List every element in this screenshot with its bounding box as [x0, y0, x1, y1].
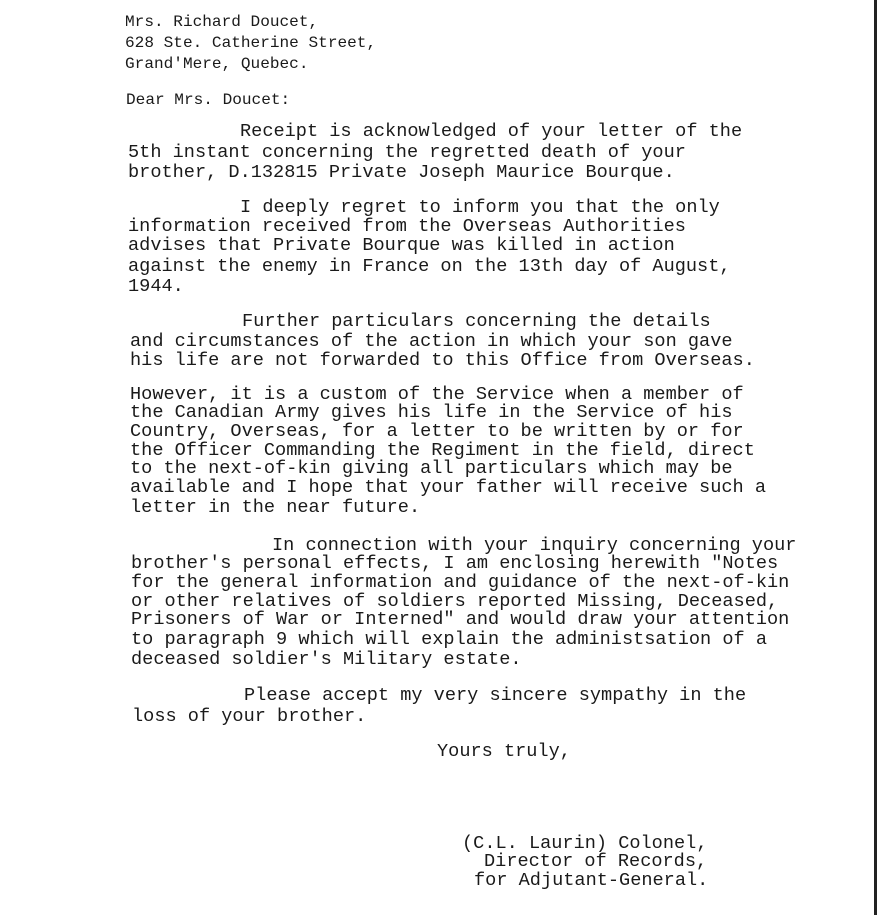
paragraph-5-line: Prisoners of War or Interned" and would draw your attention — [131, 609, 790, 630]
paragraph-4-line: the Officer Commanding the Regiment in the field, direct — [130, 440, 755, 461]
paragraph-4-line: available and I hope that your father will receive such a — [130, 477, 767, 498]
signature-line: (C.L. Laurin) Colonel, — [462, 833, 708, 854]
signature-line: Director of Records, — [484, 851, 708, 872]
address-line: 628 Ste. Catherine Street, — [125, 34, 377, 52]
paragraph-4-line: to the next-of-kin giving all particulars which may be — [130, 458, 733, 479]
salutation: Dear Mrs. Doucet: — [126, 91, 291, 109]
paragraph-5-line: for the general information and guidance of the next-of-kin — [131, 572, 790, 593]
address-line: Mrs. Richard Doucet, — [125, 13, 319, 31]
paragraph-5-line: brother's personal effects, I am enclosing herewith "Notes — [131, 553, 779, 574]
paragraph-2-line: I deeply regret to inform you that the only — [240, 197, 720, 218]
paragraph-5-line: In connection with your inquiry concerning your — [272, 535, 797, 556]
paragraph-4-line: Country, Overseas, for a letter to be written by or for — [130, 421, 744, 442]
paragraph-6-line: Please accept my very sincere sympathy in the — [244, 685, 747, 706]
closing: Yours truly, — [437, 741, 571, 762]
paragraph-3-line: and circumstances of the action in which your son gave — [130, 331, 733, 352]
paragraph-5-line: to paragraph 9 which will explain the administsation of a — [131, 629, 768, 650]
paragraph-4-line: However, it is a custom of the Service when a member of — [130, 384, 744, 405]
paragraph-5-line: or other relatives of soldiers reported Missing, Deceased, — [131, 591, 779, 612]
paragraph-2-line: 1944. — [128, 276, 184, 297]
paragraph-4-line: letter in the near future. — [130, 497, 421, 518]
paragraph-1-line: brother, D.132815 Private Joseph Maurice Bourque. — [128, 162, 675, 183]
paragraph-6-line: loss of your brother. — [132, 706, 367, 727]
paragraph-1-line: 5th instant concerning the regretted death of your — [128, 142, 686, 163]
paragraph-2-line: advises that Private Bourque was killed in action — [128, 235, 675, 256]
paragraph-5-line: deceased soldier's Military estate. — [131, 649, 522, 670]
paragraph-4-line: the Canadian Army gives his life in the Service of his — [130, 402, 733, 423]
signature-line: for Adjutant-General. — [474, 870, 709, 891]
paragraph-3-line: his life are not forwarded to this Office from Overseas. — [130, 350, 755, 371]
paragraph-3-line: Further particulars concerning the details — [242, 311, 711, 332]
paragraph-1-line: Receipt is acknowledged of your letter of the — [240, 121, 743, 142]
paragraph-2-line: information received from the Overseas Authorities — [128, 216, 686, 237]
address-line: Grand'Mere, Quebec. — [125, 55, 309, 73]
paragraph-2-line: against the enemy in France on the 13th day of August, — [128, 256, 731, 277]
